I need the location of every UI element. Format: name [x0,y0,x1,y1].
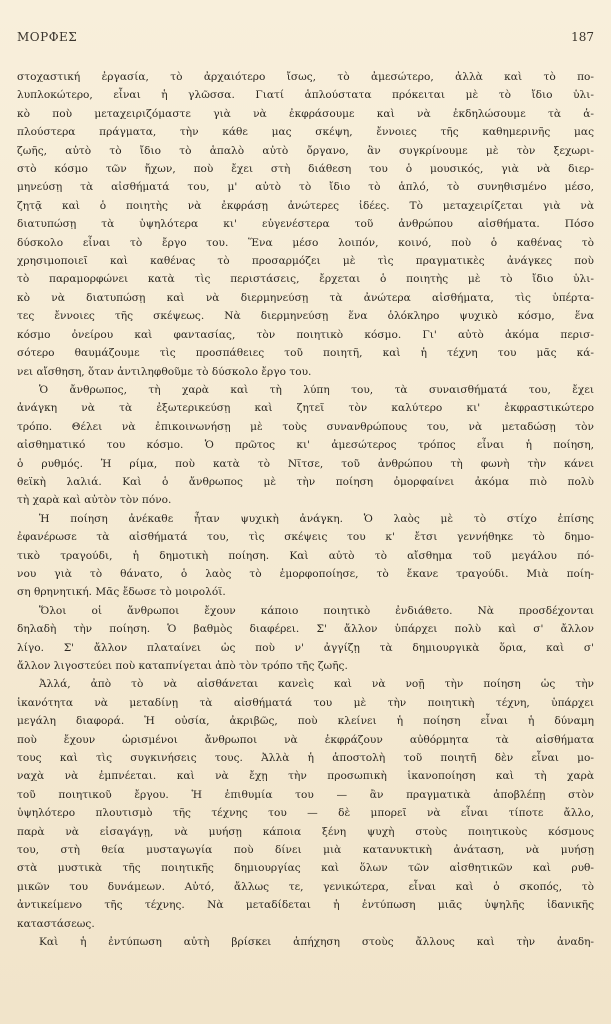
text-line: νει αἴσθηση, ὅταν ἀντιληφθοῦμε τὸ δύσκολο ἔργο του. [17,365,312,378]
text-line: αἰσθηματικό του κόσμο. Ὁ πρῶτος κι' ἀμεσώτερος τρόπος εἶναι ἡ ποίηση, [17,439,594,452]
text-line: δηλαδὴ τὴν ποίηση. Ὁ βαθμὸς διαφέρει. Σ' ἄλλον ὑπάρχει πολὺ καὶ σ' ἄλλον [17,623,594,636]
text-line: ὁ ρυθμός. Ἡ ρίμα, ποὺ κατὰ τὸ Νῖτσε, τοῦ ἀνθρώπου τὴ φωνὴ τὴν κάνει [17,457,594,470]
text-line: κόσμο ὀνείρου καὶ φαντασίας, τὸν ποιητικὸ κόσμο. Γι' αὐτὸ ἀκόμα περισ- [17,328,594,341]
text-line: κὸ ποὺ μεταχειριζόμαστε γιὰ νὰ ἐκφράσουμε καὶ νὰ ἐκδηλώσουμε τὰ ἁ- [17,107,594,120]
text-line: λυπλοκώτερο, εἶναι ἡ γλῶσσα. Γιατί ἁπλούστατα πρόκειται μὲ τὸ ἴδιο ὑλι- [17,89,594,102]
text-line: ναχὰ νὰ ἐμπνέεται. καὶ νὰ ἔχῃ τὴν προσωπικὴ ἱκανοποίηση καὶ τὴ χαρὰ [17,770,594,783]
text-line: δύσκολο εἶναι τὸ ἔργο του. Ἕνα μέσο λοιπόν, κοινό, ποὺ ὁ καθένας τὸ [17,236,594,249]
text-line: ὑψηλότερο πλουτισμὸ τῆς τέχνης του — δὲ μπορεῖ νὰ εἶναι τίποτε ἄλλο, [17,807,594,820]
text-line: Καὶ ἡ ἐντύπωση αὐτὴ βρίσκει ἀπήχηση στοὺς ἄλλους καὶ τὴν ἀναδη- [39,936,594,949]
text-line: ἀνάγκη νὰ τὰ ἐξωτερικεύσῃ καὶ ζητεῖ τὸν καλύτερο κι' ἐκφραστικώτερο [17,402,594,415]
text-line: ἐφανέρωσε τὰ αἰσθήματά του, τὶς σκέψεις του κ' ἔτσι γεννήθηκε τὸ δημο- [17,531,594,544]
text-line: ἱκανότητα νὰ μεταδίνῃ τὰ αἰσθήματά του μὲ τὴν ποιητικὴ τέχνη, ὑπάρχει [17,696,594,709]
text-line: πλούστερα πράγματα, τὴν κάθε μας σκέψη, ἔννοιες τῆς καθημερινῆς μας [17,126,594,139]
running-head [0,30,611,46]
text-line: χρησιμοποιεῖ καὶ καθένας τὸ προσαρμόζει μὲ τὶς πραγματικὲς ἀνάγκες ποὺ [17,255,594,268]
body-text [17,68,594,952]
text-line: τους καὶ τὶς συγκινήσεις τους. Ἀλλὰ ἡ ἀποστολὴ τοῦ ποιητῆ δὲν εἶναι μο- [17,752,594,765]
page-number: 187 [571,30,594,44]
text-line: διατυπώσῃ τὰ ὑψηλότερα κι' εὐγενέστερα τοῦ ἀνθρώπου αἰσθήματα. Πόσο [17,218,594,231]
text-line: ἄλλον λιγοστεύει ποὺ καταπνίγεται ἀπὸ τὸν τρόπο τῆς ζωῆς. [17,660,348,672]
text-line: Ἀλλά, ἀπὸ τὸ νὰ αἰσθάνεται κανεὶς καὶ νὰ νοῇ τὴν ποίηση ὡς τὴν [39,678,594,691]
text-line: στὰ μυστικὰ τῆς ποιητικῆς δημιουργίας καὶ ὅλων τῶν αἰσθητικῶν καὶ ρυθ- [17,862,594,875]
running-title: ΜΟΡΦΕΣ [17,30,78,44]
text-line: Ὅλοι οἱ ἄνθρωποι ἔχουν κάποιο ποιητικὸ ἐνδιάθετο. Νὰ προσδέχονται [39,604,594,617]
text-line: στοχαστική ἐργασία, τὸ ἀρχαιότερο ἴσως, τὸ ἀμεσώτερο, ἀλλὰ καὶ τὸ πο- [17,71,594,83]
text-line: Ἡ ποίηση ἀνέκαθε ἦταν ψυχικὴ ἀνάγκη. Ὁ λαὸς μὲ τὸ στίχο ἐπίσης [39,512,594,525]
text-line: παρὰ νὰ εἰσαγάγῃ, νὰ μυήσῃ κάποια ξένη ψυχὴ στοὺς ποιητικοὺς κόσμους [17,825,594,838]
text-line: του, στὴ θεία μυσταγωγία ποὺ δίνει μιὰ κατανυκτικὴ ἀνάταση, νὰ μυήσῃ [17,844,594,857]
text-line: σότερο θαυμάζουμε τὶς προσπάθειες τοῦ ποιητῆ, καὶ ἡ τέχνη του μᾶς κά- [17,347,594,360]
text-line: ση θρηνητική. Μᾶς ἔδωσε τὸ μοιρολόϊ. [17,586,226,599]
text-line: μεγάλη διαφορά. Ἡ οὐσία, ἀκριβῶς, ποὺ κλείνει ἡ ποίηση εἶναι ἡ δύναμη [17,715,594,728]
text-line: τὸ παραμορφώνει κατὰ τὶς περιστάσεις, ἔρχεται ὁ ποιητὴς μὲ τὸ ἴδιο ὑλι- [17,273,594,286]
text-line: τοῦ ποιητικοῦ ἔργου. Ἡ ἐπιθυμία του — ἂν πραγματικὰ ἀποβλέπῃ στὸν [17,788,594,801]
text-line: νου γιὰ τὸ θάνατο, ὁ λαὸς τὸ ἐμορφοποίησε, τὸ ἔκανε τραγούδι. Μιὰ ποίη- [17,567,594,580]
text-line: ζητᾷ καὶ ὁ ποιητὴς νὰ ἐκφράσῃ ἀνώτερες ἰδέες. Τὸ μεταχειρίζεται γιὰ νὰ [17,199,594,212]
text-line: ἀντικείμενο τῆς τέχνης. Νὰ μεταδίδεται ἡ ἐντύπωση μιᾶς ὑψηλῆς ἰδανικῆς [17,899,594,912]
text-line: θεϊκὴ λαλιά. Καὶ ὁ ἄνθρωπος μὲ τὴν ποίηση ὀμορφαίνει ἀκόμα πιὸ πολὺ [17,475,594,488]
text-line: ζωῆς, αὐτὸ τὸ ἴδιο τὸ ἁπαλὸ αὐτὸ ὄργανο, ἂν συγκρίνουμε μὲ τὸν ξεχωρι- [17,144,594,157]
text-line: καταστάσεως. [17,917,95,930]
text-line: τες ἔννοιες τῆς σκέψεως. Νὰ διερμηνεύσῃ ἕνα ὁλόκληρο ψυχικὸ κόσμο, ἕνα [17,310,594,323]
text-line: στὸ κόσμο τῶν ἤχων, ποὺ ἔχει στὴ διάθεση του ὁ μουσικός, γιὰ νὰ διερ- [17,163,594,176]
text-line: ποὺ ἔχουν ὡρισμένοι ἄνθρωποι νὰ ἐκφράζουν αὐθόρμητα τὰ αἰσθήματα [17,733,594,746]
text-line: μικῶν του δυνάμεων. Αὐτό, ἄλλως τε, γενικώτερα, εἶναι καὶ ὁ σκοπός, τὸ [17,880,594,893]
text-line: μηνεύσῃ τὰ αἰσθήματά του, μ' αὐτὸ τὸ ἴδιο τὸ ἁπλό, τὸ συνηθισμένο μέσο, [17,181,594,194]
text-line: τικὸ τραγούδι, ἡ δημοτικὴ ποίηση. Καὶ αὐτὸ τὸ αἴσθημα τοῦ μεγάλου πό- [17,549,594,562]
text-line: Ὁ ἄνθρωπος, τὴ χαρὰ καὶ τὴ λύπη του, τὰ συναισθήματά του, ἔχει [39,383,594,396]
text-line: λίγο. Σ' ἄλλον πλαταίνει ὡς ποὺ ν' ἀγγίζῃ τὰ δημιουργικὰ ὅρια, καὶ σ' [17,641,594,654]
text-line: κὸ νὰ διατυπώσῃ καὶ νὰ διερμηνεύσῃ τὰ ἀνώτερα αἰσθήματα, τὶς ὑπέρτα- [17,291,594,304]
text-line: τὴ χαρὰ καὶ αὐτὸν τὸν πόνο. [17,494,172,507]
text-line: τρόπο. Θέλει νὰ ἐπικοινωνήσῃ μὲ τοὺς συνανθρώπους του, νὰ μεταδώσῃ τὸν [17,420,594,433]
